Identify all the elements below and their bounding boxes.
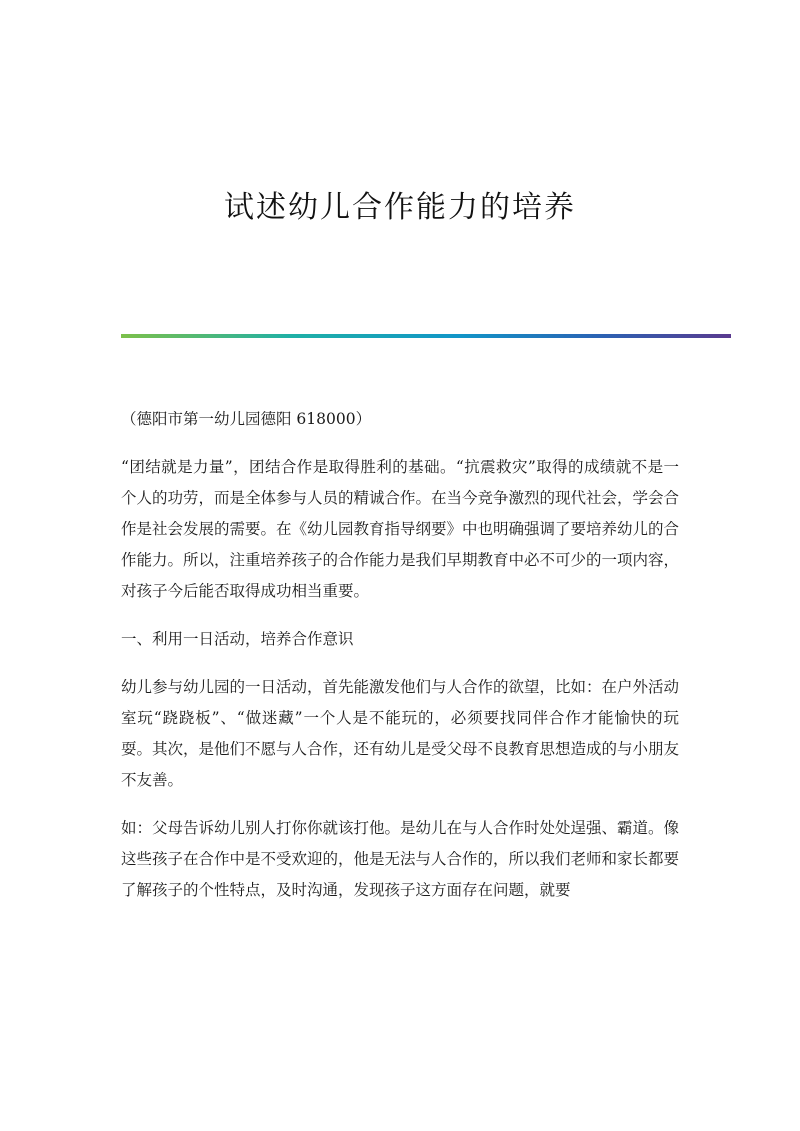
paragraph-activities: 幼儿参与幼儿园的一日活动，首先能激发他们与人合作的欲望，比如：在户外活动室玩“跷跷板”、“做迷藏”一个人是不能玩的，必须要找同伴合作才能愉快的玩耍。其次，是他们不愿与人合作，还有幼儿是受父母不良教育思想造成的与小朋友不友善。	[121, 678, 680, 789]
paragraph-intro: “团结就是力量”，团结合作是取得胜利的基础。“抗震救灾”取得的成绩就不是一个人的功劳，而是全体参与人员的精诚合作。在当今竞争激烈的现代社会，学会合作是社会发展的需要。在《幼儿园教育指导纲要》中也明确强调了要培养幼儿的合作能力。所以，注重培养孩子的合作能力是我们早期教育中必不可少的一项内容，对孩子今后能否取得成功相当重要。	[121, 458, 680, 600]
title-divider	[121, 334, 731, 338]
paragraph-example: 如：父母告诉幼儿别人打你你就该打他。是幼儿在与人合作时处处逞强、霸道。像这些孩子在合作中是不受欢迎的，他是无法与人合作的，所以我们老师和家长都要了解孩子的个性特点，及时沟通，发现孩子这方面存在问题，就要	[121, 819, 680, 899]
document-title: 试述幼儿合作能力的培养	[224, 190, 576, 225]
section-heading: 一、利用一日活动，培养合作意识	[121, 630, 354, 648]
affiliation-line: （德阳市第一幼儿园德阳 618000）	[121, 410, 372, 428]
document-body	[121, 404, 679, 923]
